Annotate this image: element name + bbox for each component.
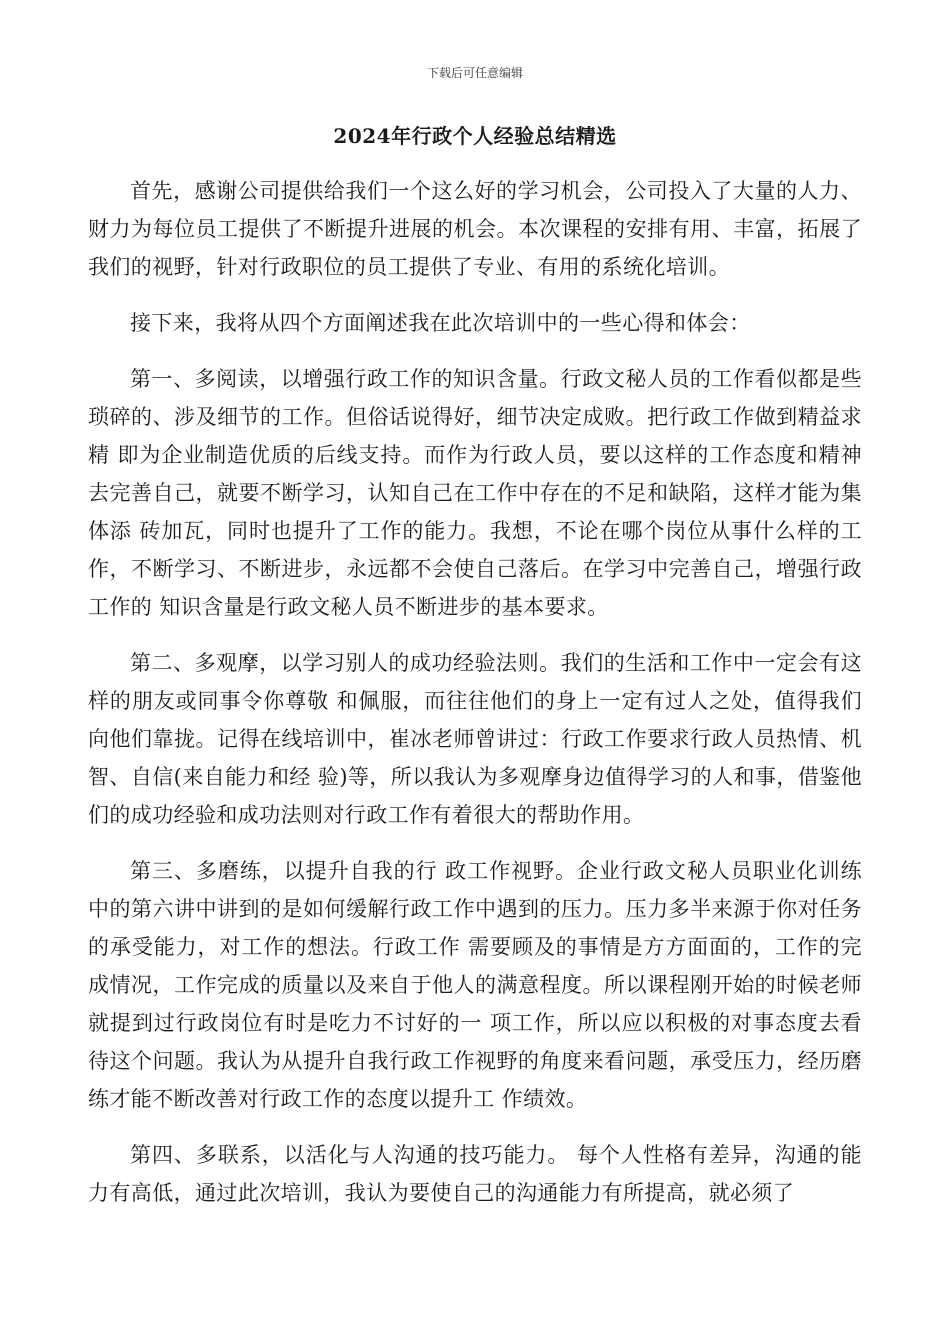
- paragraph-point-4: 第四、多联系，以活化与人沟通的技巧能力。 每个人性格有差异，沟通的能力有高低，通过此次培训，我认为要使自己的沟通能力有所提高，就必须了: [88, 1143, 862, 1205]
- paragraph-point-2: 第二、多观摩，以学习别人的成功经验法则。我们的生活和工作中一定会有这样的朋友或同事令你尊敬 和佩服，而往往他们的身上一定有过人之处，值得我们向他们靠拢。记得在线培训中，崔冰老师曾讲过：行政工作要求行政人员热情、机智、自信(来自能力和经 验)等，所以我认为多观摩身边值得学习的人和事，借鉴他们的成功经验和成功法则对行政工作有着很大的帮助作用。: [88, 651, 862, 827]
- document-body: [88, 172, 862, 1230]
- paragraph-point-1: 第一、多阅读，以增强行政工作的知识含量。行政文秘人员的工作看似都是些琐碎的、涉及细节的工作。但俗话说得好，细节决定成败。把行政工作做到精益求精 即为企业制造优质的后线支持。而作为行政人员，要以这样的工作态度和精神去完善自己，就要不断学习，认知自己在工作中存在的不足和缺陷，这样才能为集体添 砖加瓦，同时也提升了工作的能力。我想，不论在哪个岗位从事什么样的工作，不断学习、不断进步，永远都不会使自己落后。在学习中完善自己，增强行政工作的 知识含量是行政文秘人员不断进步的基本要求。: [88, 367, 862, 619]
- paragraph-intro: 首先，感谢公司提供给我们一个这么好的学习机会，公司投入了大量的人力、财力为每位员工提供了不断提升进展的机会。本次课程的安排有用、丰富，拓展了我们的视野，针对行政职位的员工提供了专业、有用的系统化培训。: [88, 179, 862, 279]
- header-note: 下载后可任意编辑: [426, 66, 523, 80]
- document-title: 2024年行政个人经验总结精选: [333, 124, 617, 148]
- paragraph-outline: 接下来，我将从四个方面阐述我在此次培训中的一些心得和体会：: [130, 311, 751, 335]
- paragraph-point-3: 第三、多磨练，以提升自我的行 政工作视野。企业行政文秘人员职业化训练中的第六讲中讲到的是如何缓解行政工作中遇到的压力。压力多半来源于你对任务的承受能力，对工作的想法。行政工作 需要顾及的事情是方方面面的，工作的完成情况，工作完成的质量以及来自于他人的满意程度。所以课程刚开始的时候老师就提到过行政岗位有时是吃力不讨好的一 项工作，所以应以积极的对事态度去看待这个问题。我认为从提升自我行政工作视野的角度来看问题，承受压力，经历磨练才能不断改善对行政工作的态度以提升工 作绩效。: [88, 859, 862, 1111]
